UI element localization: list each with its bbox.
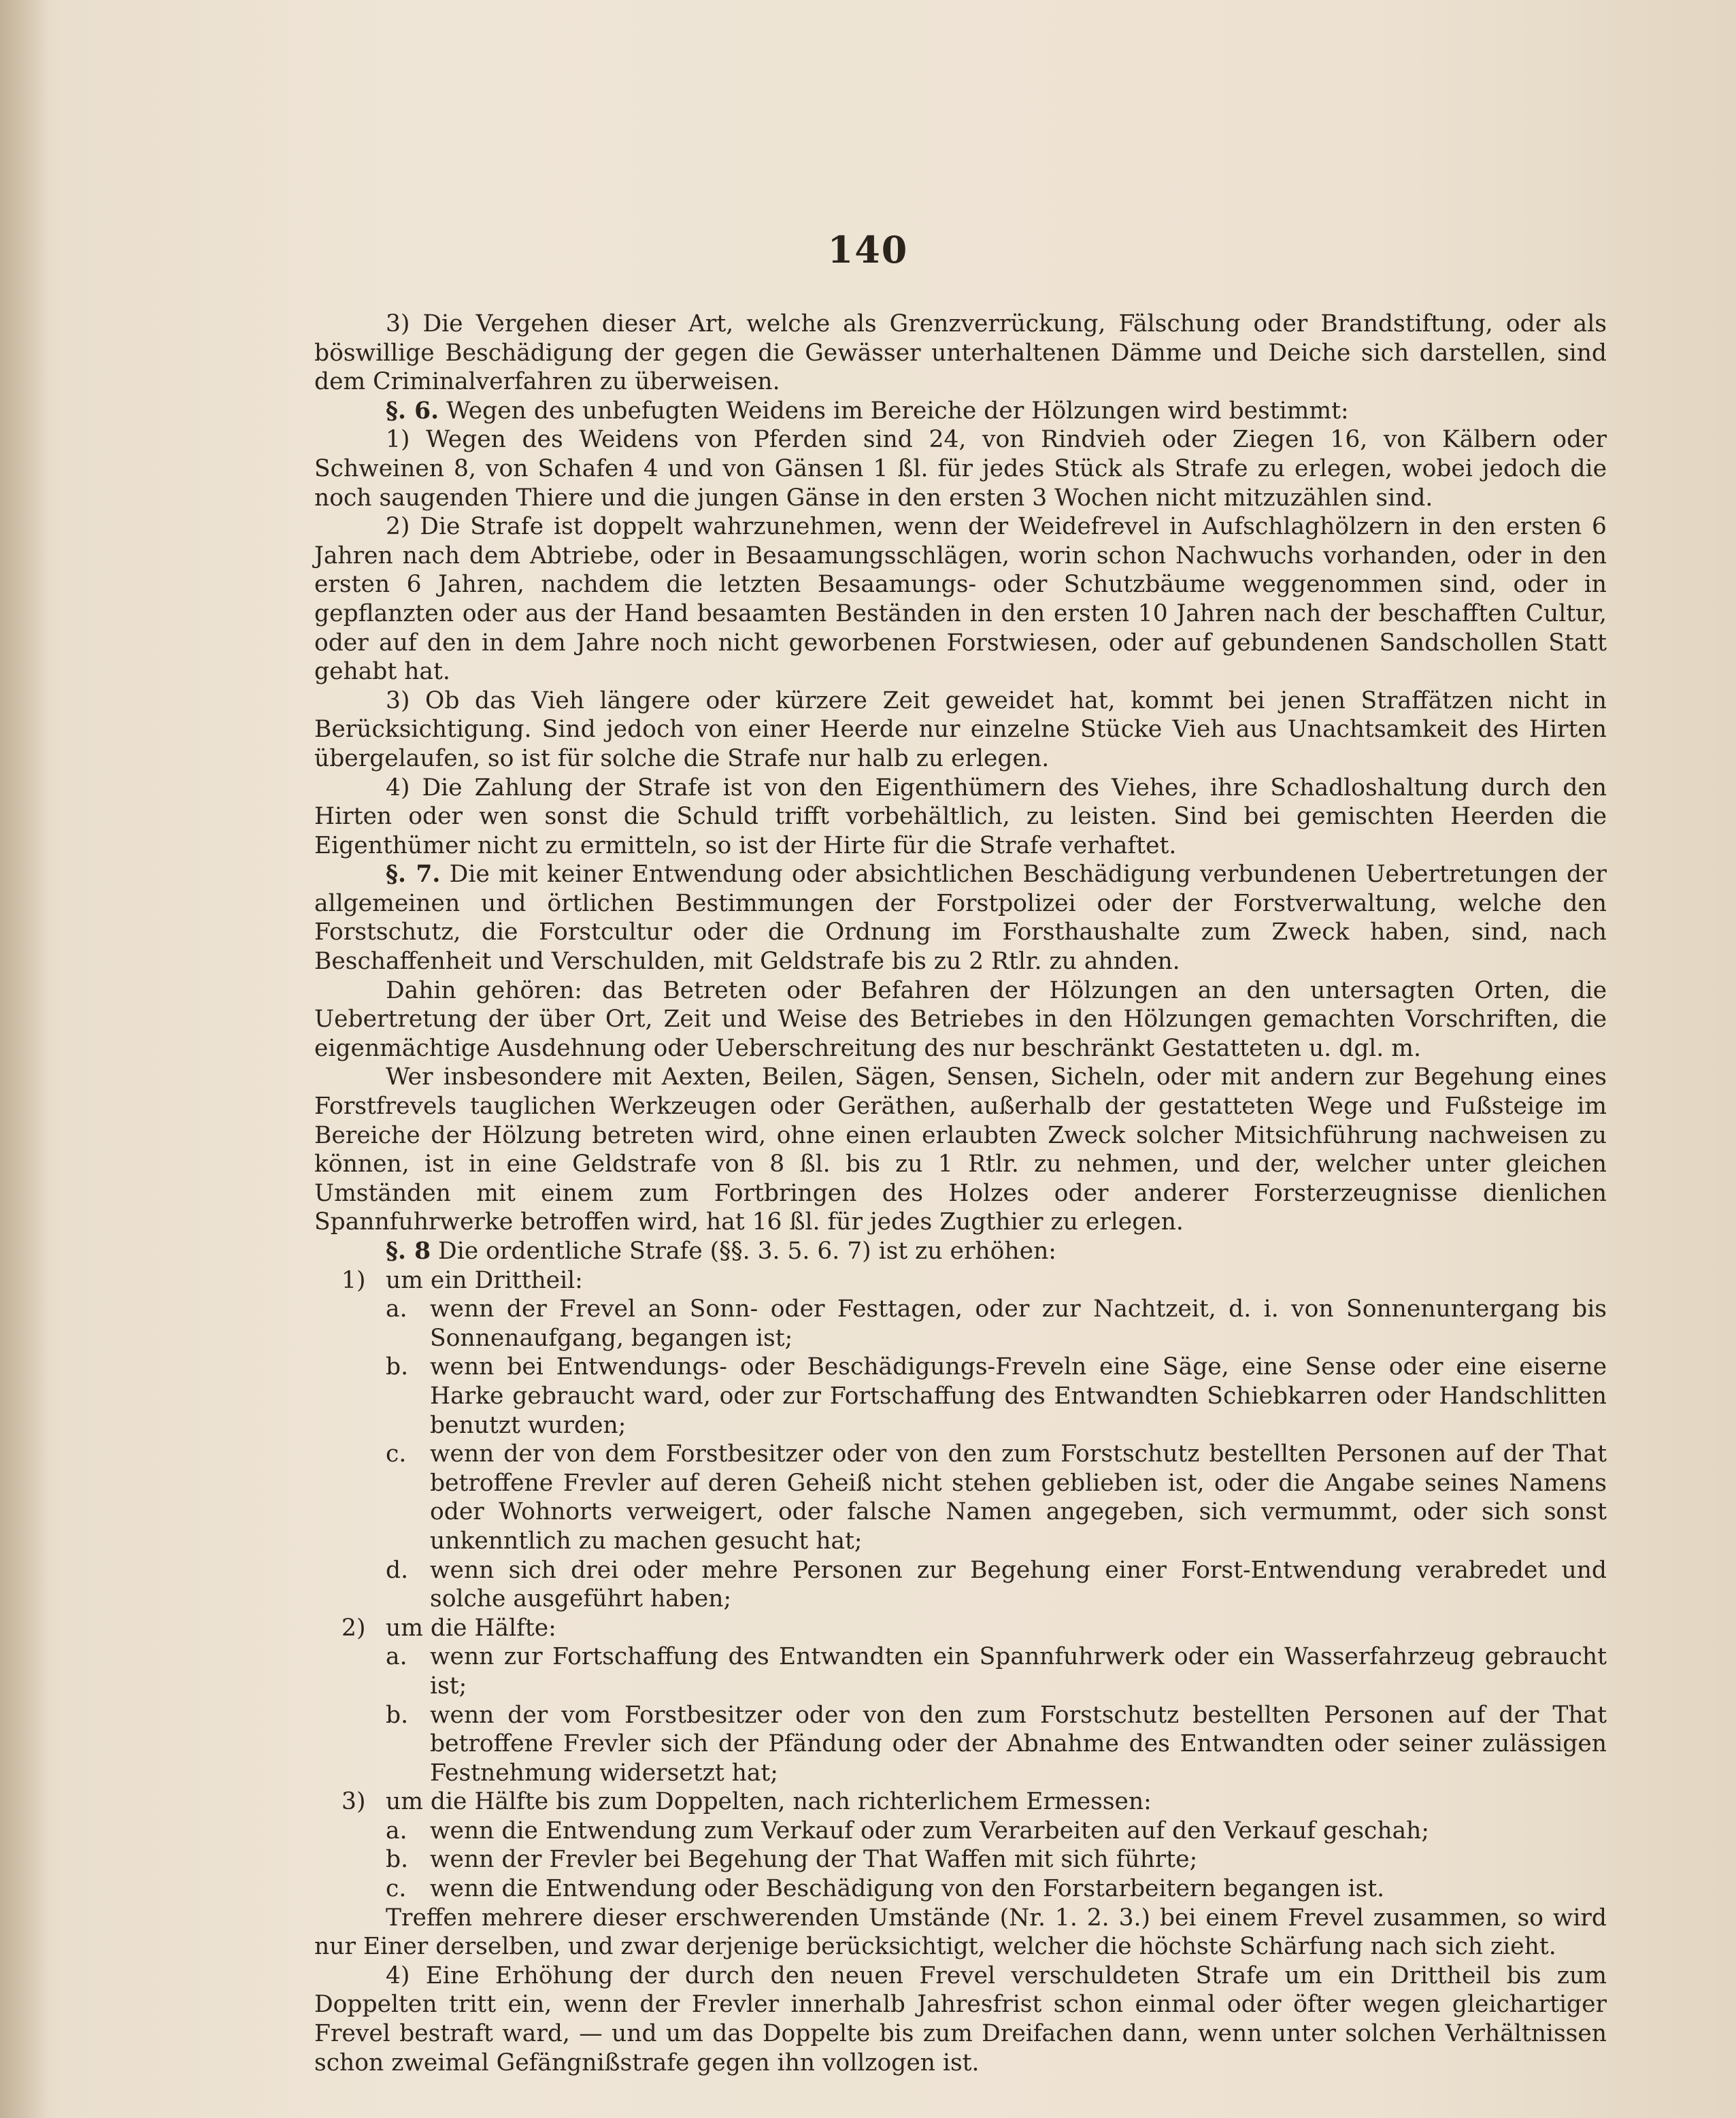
paragraph [314,860,1607,976]
paragraph: Dahin gehören: das Betreten oder Befahren der Hölzungen an den untersagten Orten, die Uebertretung der über Ort, Zeit und Weise des Betriebes in den Hölzungen gemachten Vorschriften, die eigenmächtige Ausdehnung oder Ueberschreitung des nur beschränkt Gestatteten u. dgl. m. [314,976,1607,1062]
list-text: wenn die Entwendung zum Verkauf oder zum Verarbeiten auf den Verkauf geschah; [430,1817,1430,1844]
list-group [314,1614,1607,1643]
paragraph: 3) Die Vergehen dieser Art, welche als Grenzverrückung, Fälschung oder Brandstiftung, oder als böswillige Beschädigung der gegen die Gewässer unterhaltenen Dämme und Deiche sich darstellen, sind dem Criminalverfahren zu überweisen. [314,310,1607,396]
list-item [314,1295,1607,1353]
list-label: b. [386,1353,409,1381]
list-label: a. [386,1643,407,1671]
paragraph: 4) Die Zahlung der Strafe ist von den Eigenthümern des Viehes, ihre Schadloshaltung durch den Hirten oder wen sonst die Schuld trifft vorbehältlich, zu leisten. Sind bei gemischten Heerden die Eigenthümer nicht zu ermitteln, so ist der Hirte für die Strafe verhaftet. [314,774,1607,859]
paragraph-text: Die ordentliche Strafe (§§. 3. 5. 6. 7) ist zu erhöhen: [438,1238,1056,1265]
list-text: wenn der vom Forstbesitzer oder von den zum Forstschutz bestellten Personen auf der That betroffene Frevler sich der Pfändung oder der Abnahme des Entwandten oder seiner zulässigen Festnehmung widersetzt hat; [430,1701,1607,1787]
list-label: c. [386,1875,407,1903]
paragraph: Wer insbesondere mit Aexten, Beilen, Sägen, Sensen, Sicheln, oder mit andern zur Begehung eines Forstfrevels tauglichen Werkzeugen oder Geräthen, außerhalb der gestatteten Wege und Fußsteige im Bereiche der Hölzung betreten wird, ohne einen erlaubten Zweck solcher Mitsichführung nachweisen zu können, ist in eine Geldstrafe von 8 ßl. bis zu 1 Rtlr. zu nehmen, und der, welcher unter gleichen Umständen mit einem zum Fortbringen des Holzes oder anderer Forsterzeugnisse dienlichen Spannfuhrwerke betroffen wird, hat 16 ßl. für jedes Zugthier zu erlegen. [314,1063,1607,1236]
list-text: wenn der von dem Forstbesitzer oder von den zum Forstschutz bestellten Personen auf der That betroffene Frevler auf deren Geheiß nicht stehen geblieben ist, oder die Angabe seines Namens oder Wohnorts verweigert, oder falsche Namen angegeben, sich vermummt, oder sich sonst unkenntlich zu machen gesucht hat; [430,1440,1607,1555]
list-label: d. [386,1556,409,1584]
list-label: 1) [341,1266,366,1294]
list-label: b. [386,1846,409,1874]
list-item [314,1642,1607,1700]
list-label: a. [386,1295,407,1323]
list-item [314,1845,1607,1874]
list-group [314,1266,1607,1295]
list-text: um die Hälfte bis zum Doppelten, nach richterlichem Ermessen: [386,1788,1152,1816]
list-group [314,1787,1607,1817]
page-number: 140 [827,228,909,271]
list-text: wenn der Frevel an Sonn- oder Festtagen, oder zur Nachtzeit, d. i. von Sonnenuntergang bis Sonnenaufgang, begangen ist; [430,1295,1607,1352]
paragraph: 2) Die Strafe ist doppelt wahrzunehmen, wenn der Weidefrevel in Aufschlaghölzern in den ersten 6 Jahren nach dem Abtriebe, oder in Besaamungsschlägen, worin schon Nachwuchs vorhanden, oder in den ersten 6 Jahren, nachdem die letzten Besaamungs- oder Schutzbäume weggenommen sind, oder in gepflanzten oder aus der Hand besaamten Beständen in den ersten 10 Jahren nach der beschafften Cultur, oder auf den in dem Jahre noch nicht geworbenen Forstwiesen, oder auf gebundenen Sandschollen Statt gehabt hat. [314,513,1607,686]
section-number: §. 6. [386,397,439,425]
list-item [314,1353,1607,1440]
paragraph: 4) Eine Erhöhung der durch den neuen Frevel verschuldeten Strafe um ein Drittheil bis zum Doppelten tritt ein, wenn der Frevler innerhalb Jahresfrist schon einmal oder öfter wegen gleichartiger Frevel bestraft ward, — und um das Doppelte bis zum Dreifachen dann, wenn unter solchen Verhältnissen schon zweimal Gefängnißstrafe gegen ihn vollzogen ist. [314,1962,1607,2076]
paragraph-text: Wegen des unbefugten Weidens im Bereiche der Hölzungen wird bestimmt: [446,397,1349,425]
paragraph [314,397,1607,426]
list-item [314,1701,1607,1788]
list-item [314,1874,1607,1904]
list-item [314,1440,1607,1555]
document-body [314,310,1607,2077]
list-text: um die Hälfte: [386,1614,556,1642]
list-item [314,1556,1607,1614]
list-label: 2) [341,1614,366,1642]
list-text: um ein Drittheil: [386,1266,583,1294]
list-text: wenn bei Entwendungs- oder Beschädigungs-Freveln eine Säge, eine Sense oder eine eiserne Harke gebraucht ward, oder zur Fortschaffung des Entwandten Schiebkarren oder Handschlitten benutzt wurden; [430,1353,1607,1439]
list-text: wenn zur Fortschaffung des Entwandten ein Spannfuhrwerk oder ein Wasserfahrzeug gebraucht ist; [430,1643,1607,1700]
paragraph: Treffen mehrere dieser erschwerenden Umstände (Nr. 1. 2. 3.) bei einem Frevel zusammen, so wird nur Einer derselben, und zwar derjenige berücksichtigt, welcher die höchste Schärfung nach sich zieht. [314,1904,1607,1961]
list-item [314,1817,1607,1846]
paragraph: 1) Wegen des Weidens von Pferden sind 24, von Rindvieh oder Ziegen 16, von Kälbern oder Schweinen 8, von Schafen 4 und von Gänsen 1 ßl. für jedes Stück als Strafe zu erlegen, wobei jedoch die noch saugenden Thiere und die jungen Gänse in den ersten 3 Wochen nicht mitzuzählen sind. [314,426,1607,512]
section-number: §. 8 [386,1238,431,1265]
section-number: §. 7. [386,861,441,889]
paragraph: 3) Ob das Vieh längere oder kürzere Zeit geweidet hat, kommt bei jenen Straffätzen nicht in Berücksichtigung. Sind jedoch von einer Heerde nur einzelne Stücke Vieh aus Unachtsamkeit des Hirten übergelaufen, so ist für solche die Strafe nur halb zu erlegen. [314,686,1607,772]
paragraph-text: Die mit keiner Entwendung oder absichtlichen Beschädigung verbundenen Uebertretungen der allgemeinen und örtlichen Bestimmungen der Forstpolizei oder der Forstverwaltung, welche den Forstschutz, die Forstcultur oder die Ordnung im Forsthaushalte zum Zweck haben, sind, nach Beschaffenheit und Verschulden, mit Geldstrafe bis zu 2 Rtlr. zu ahnden. [314,861,1607,976]
list-label: c. [386,1440,407,1468]
list-label: a. [386,1817,407,1844]
paragraph [314,1237,1607,1266]
list-label: 3) [341,1788,366,1816]
list-text: wenn die Entwendung oder Beschädigung von den Forstarbeitern begangen ist. [430,1875,1385,1903]
list-label: b. [386,1701,409,1729]
list-text: wenn der Frevler bei Begehung der That Waffen mit sich führte; [430,1846,1198,1874]
list-text: wenn sich drei oder mehre Personen zur Begehung einer Forst-Entwendung verabredet und solche ausgeführt haben; [430,1556,1607,1613]
